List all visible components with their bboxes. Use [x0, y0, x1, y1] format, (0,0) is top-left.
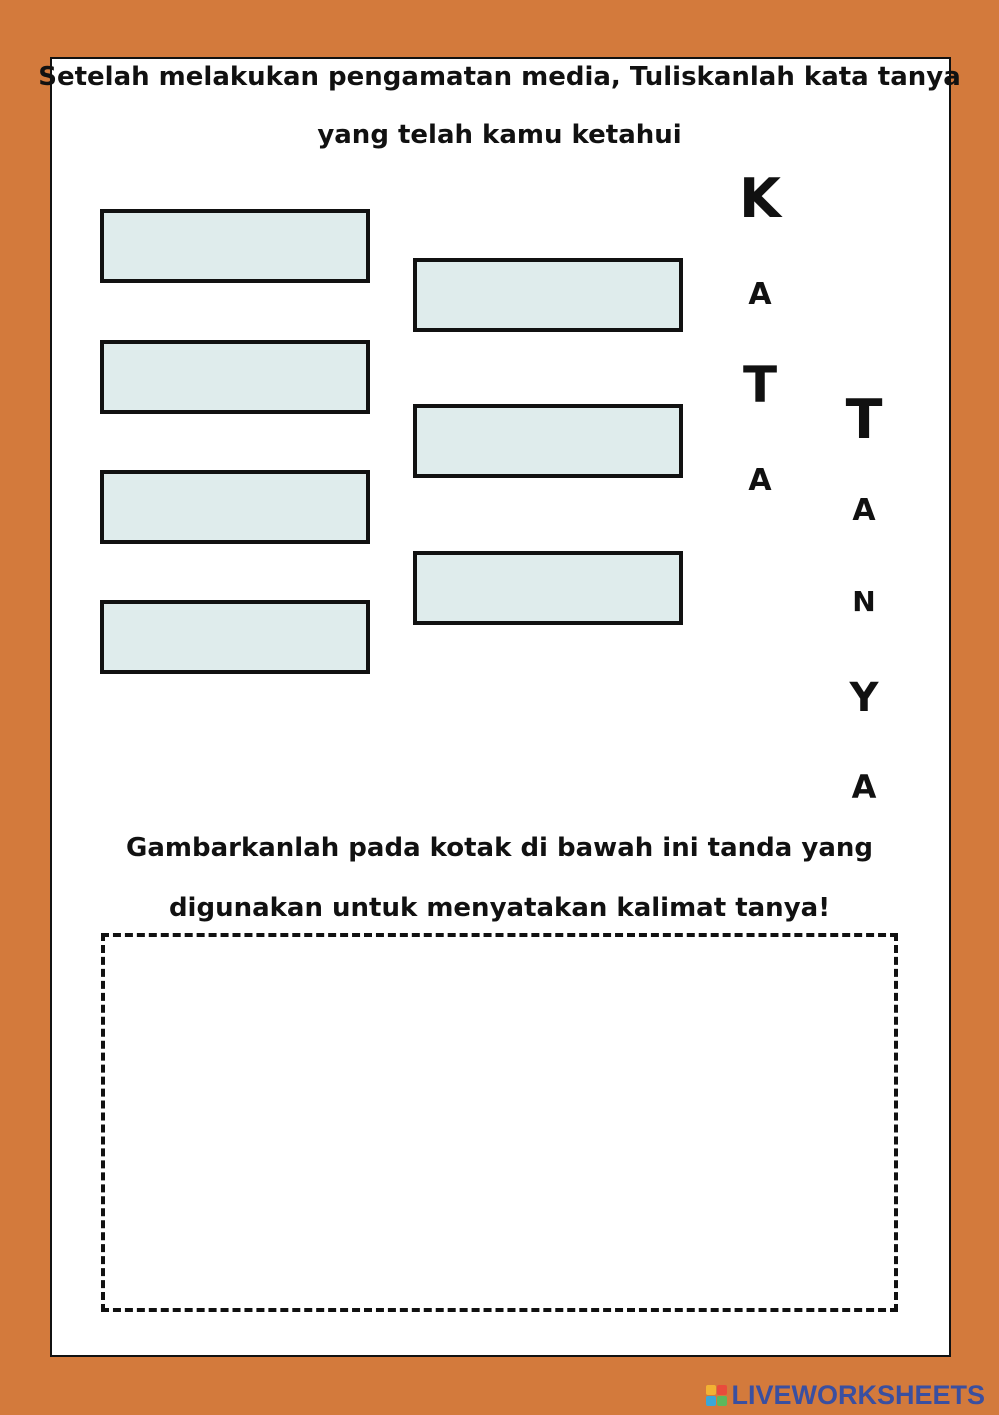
answer-box-right-3[interactable] — [413, 551, 683, 625]
answer-input-left-1[interactable] — [104, 213, 366, 279]
instruction-bottom-line-1: Gambarkanlah pada kotak di bawah ini tanda yang — [125, 833, 873, 863]
answer-box-right-2[interactable] — [413, 404, 683, 478]
kata-letter-a: A — [748, 277, 772, 312]
instruction-bottom-line-2: digunakan untuk menyatakan kalimat tanya! — [168, 893, 831, 923]
answer-input-right-1[interactable] — [417, 262, 679, 328]
answer-input-right-3[interactable] — [417, 555, 679, 621]
answer-input-left-3[interactable] — [104, 474, 366, 540]
answer-box-left-4[interactable] — [100, 600, 370, 674]
answer-box-left-1[interactable] — [100, 209, 370, 283]
kata-letter-a-2: A — [748, 463, 772, 498]
answer-box-left-2[interactable] — [100, 340, 370, 414]
tanya-letter-t: T — [845, 388, 883, 451]
logo-text: LIVEWORKSHEETS — [731, 1379, 985, 1410]
answer-box-right-1[interactable] — [413, 258, 683, 332]
answer-box-left-3[interactable] — [100, 470, 370, 544]
logo-square-blue — [706, 1396, 716, 1406]
logo-square-red — [717, 1385, 727, 1395]
logo-square-green — [717, 1396, 727, 1406]
tanya-letter-y: Y — [849, 675, 879, 721]
drawing-area[interactable] — [101, 933, 898, 1312]
kata-letter-t: T — [742, 356, 778, 414]
instruction-top-line-2: yang telah kamu ketahui — [317, 120, 682, 150]
liveworksheets-logo-icon — [706, 1385, 727, 1406]
instruction-top-line-1: Setelah melakukan pengamatan media, Tuliskanlah kata tanya — [38, 62, 961, 92]
answer-input-left-2[interactable] — [104, 344, 366, 410]
tanya-letter-a-2: A — [851, 768, 877, 806]
kata-letter-k: K — [739, 167, 781, 230]
logo-square-yellow — [706, 1385, 716, 1395]
answer-input-right-2[interactable] — [417, 408, 679, 474]
answer-input-left-4[interactable] — [104, 604, 366, 670]
liveworksheets-logo — [706, 1379, 985, 1411]
tanya-letter-n: N — [852, 585, 876, 618]
tanya-letter-a: A — [852, 493, 876, 528]
